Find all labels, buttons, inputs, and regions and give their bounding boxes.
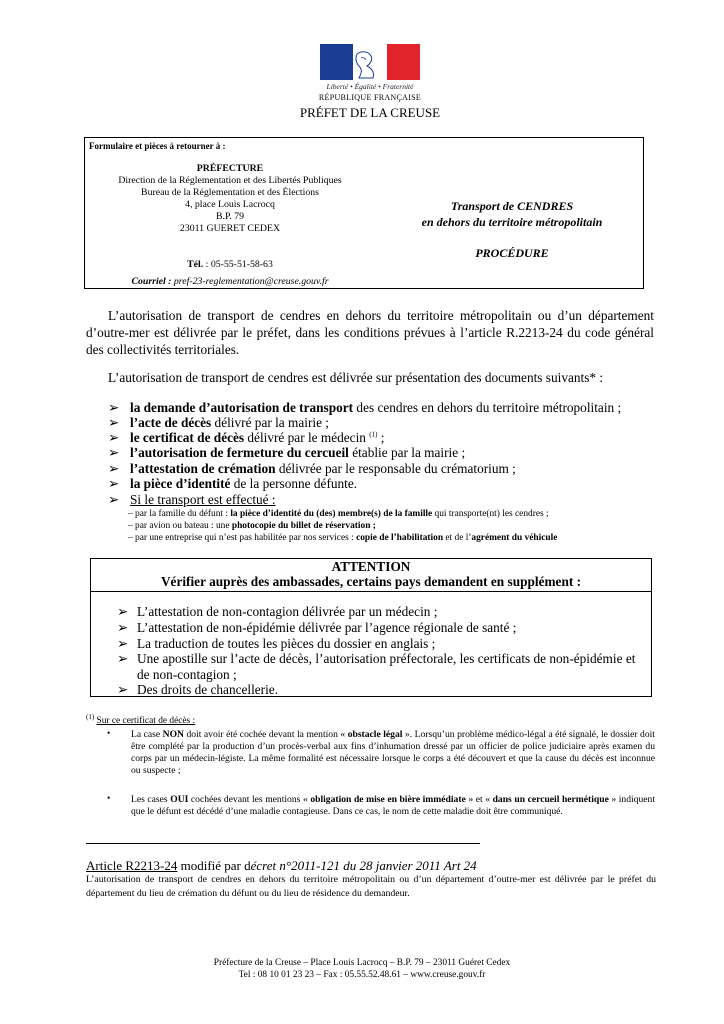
case-bold: agrément du véhicule: [471, 533, 558, 543]
mail-value[interactable]: pref-23-reglementation@creuse.gouv.fr: [171, 276, 329, 287]
item-text: établie par la mairie ;: [348, 445, 466, 460]
footer-contact: Tel : 08 10 01 23 23 – Fax : 05.55.52.48.61 – www.creuse.gouv.fr: [238, 970, 486, 980]
attention-item-text: de non-contagion ;: [137, 667, 237, 682]
list-item: [108, 461, 516, 477]
arrow-bullet-icon: ➢: [108, 476, 120, 491]
email-line: [95, 276, 365, 287]
item-text: ;: [377, 430, 385, 445]
arrow-bullet-icon: ➢: [108, 492, 120, 507]
fn-text: La case: [131, 729, 163, 740]
procedure-heading: PROCÉDURE: [475, 246, 549, 260]
arrow-bullet-icon: ➢: [108, 445, 120, 460]
prefet-title: PRÉFET DE LA CREUSE: [299, 105, 441, 120]
footnote-marker: (1): [86, 713, 95, 721]
address-line: 4, place Louis Lacrocq: [185, 199, 275, 210]
item-bold: l’attestation de crémation: [130, 461, 276, 476]
marianne-logo: [320, 44, 420, 80]
arrow-bullet-icon: ➢: [108, 400, 120, 415]
republique-francaise: RÉPUBLIQUE FRANÇAISE: [318, 93, 422, 102]
documents-intro: L’autorisation de transport de cendres est délivrée sur présentation des documents suivants* :: [108, 370, 604, 385]
document-subtitle: en dehors du territoire métropolitain: [421, 215, 603, 229]
attention-subtitle: Vérifier auprès des ambassades, certains pays demandent en supplément :: [160, 574, 582, 589]
arrow-bullet-icon: ➢: [117, 636, 129, 651]
footnote-heading: [86, 713, 195, 726]
article-heading: [86, 858, 477, 874]
case-bold: photocopie du billet de réservation ;: [231, 521, 376, 531]
attention-item: [117, 682, 278, 698]
address-line: Direction de la Réglementation et des Libertés Publiques: [118, 175, 342, 186]
arrow-bullet-icon: ➢: [117, 651, 129, 666]
fn-text: doit avoir été cochée devant la mention «: [183, 729, 348, 740]
item-text: de la personne défunte.: [230, 476, 358, 491]
case-text: – par la famille du défunt :: [128, 509, 231, 519]
item-bold: l’autorisation de fermeture du cercueil: [130, 445, 349, 460]
fn-text: cochées devant les mentions «: [188, 794, 311, 805]
arrow-bullet-icon: ➢: [108, 430, 120, 445]
mail-label: Courriel :: [131, 276, 172, 287]
article-body: L’autorisation de transport de cendres en dehors du territoire métropolitain ou d’un département d’outre-mer est délivrée par le préfet du département du lieu de crémation du défunt ou du lieu de résidence du demandeur.: [86, 874, 656, 899]
fn-bold: obligation de mise en bière immédiate: [310, 794, 466, 805]
flag-blue-band: [320, 44, 353, 80]
return-heading: Formulaire et pièces à retourner à :: [89, 141, 226, 151]
footnote-title: Sur ce certificat de décès :: [96, 716, 196, 727]
fn-text: » indiquent que le défunt est décédé d’une maladie contagieuse. Dans ce cas, le nom de cette maladie doit être communiqué.: [131, 794, 656, 817]
flag-white-band: [353, 44, 387, 80]
fn-text: Les cases: [131, 794, 171, 805]
fn-bold: dans un cercueil hermétique: [492, 794, 609, 805]
list-item: [108, 430, 384, 446]
article-decree: écret n°2011-121 du 28 janvier 2011 Art 24: [250, 858, 477, 873]
footnote-ref[interactable]: (1): [369, 430, 378, 439]
transport-case: [128, 521, 376, 531]
arrow-bullet-icon: ➢: [117, 620, 129, 635]
article-link[interactable]: Article R2213-24: [86, 858, 178, 873]
flag-red-band: [387, 44, 420, 80]
fn-text: ». Lorsqu’un problème médico-légal a été signalé, le dossier doit être complété par la production d’un procès-verbal aux fins d’inhumation dressé par un officier de police judiciaire après examen du corps par un médecin-légiste. La même formalité est nécessaire lorsque le corps a été découvert et que la cause du décès est inconnue ou suspecte ;: [131, 729, 655, 776]
telephone-line: [95, 259, 365, 270]
arrow-bullet-icon: ➢: [117, 604, 129, 619]
tel-value: : 05-55-51-58-63: [203, 259, 273, 270]
list-item: [108, 492, 276, 508]
list-item: [108, 415, 329, 431]
attention-item: [117, 620, 516, 636]
list-item: [108, 400, 621, 416]
address-line: 23011 GUERET CEDEX: [179, 223, 281, 234]
attention-item-text: La traduction de toutes les pièces du dossier en anglais ;: [137, 636, 436, 651]
fn-bold: NON: [162, 729, 184, 740]
transport-case: [128, 533, 557, 543]
footnote-case-oui: [131, 794, 655, 818]
case-text: et de l’: [443, 533, 472, 543]
fn-text: » et «: [465, 794, 493, 805]
attention-item-text: Une apostille sur l’acte de décès, l’autorisation préfectorale, les certificats de non-épidémie et: [137, 651, 636, 666]
motto: Liberté • Égalité • Fraternité: [326, 82, 414, 91]
case-text: qui transporte(nt) les cendres ;: [432, 509, 549, 519]
marianne-profile-icon: [353, 44, 387, 80]
attention-item: [117, 636, 435, 652]
attention-item-text: L’attestation de non-épidémie délivrée par l’agence régionale de santé ;: [137, 620, 517, 635]
dot-bullet-icon: •: [107, 729, 111, 739]
item-bold: la pièce d’identité: [130, 476, 231, 491]
transport-case: [128, 509, 549, 519]
attention-item: [117, 604, 437, 620]
item-bold: le certificat de décès: [130, 430, 245, 445]
attention-item: [117, 651, 635, 667]
item-text: délivré par le médecin: [244, 430, 370, 445]
item-text: des cendres en dehors du territoire métropolitain ;: [353, 400, 622, 415]
arrow-bullet-icon: ➢: [108, 461, 120, 476]
attention-title: ATTENTION: [331, 559, 411, 574]
list-item: [108, 445, 465, 461]
tel-label: Tél.: [187, 259, 204, 270]
fn-bold: obstacle légal: [347, 729, 403, 740]
case-text: – par avion ou bateau : une: [128, 521, 232, 531]
item-text: délivrée par le responsable du crématorium ;: [275, 461, 516, 476]
attention-divider: [90, 591, 652, 592]
article-text: modifié par d: [177, 858, 251, 873]
dot-bullet-icon: •: [107, 794, 111, 804]
address-line: Bureau de la Réglementation et des Élections: [141, 187, 319, 198]
address-line: PRÉFECTURE: [196, 163, 264, 174]
attention-item-continued: [137, 667, 237, 683]
item-text: délivré par la mairie ;: [211, 415, 330, 430]
address-line: B.P. 79: [215, 211, 245, 222]
case-bold: copie de l’habilitation: [356, 533, 444, 543]
address-block: [95, 163, 365, 235]
item-bold: l’acte de décès: [130, 415, 212, 430]
attention-item-text: L’attestation de non-contagion délivrée par un médecin ;: [137, 604, 438, 619]
footnote-case-non: [131, 729, 655, 777]
attention-item-text: Des droits de chancellerie.: [137, 682, 279, 697]
fn-bold: OUI: [170, 794, 189, 805]
list-item: [108, 476, 357, 492]
document-title: Transport de CENDRES: [450, 199, 574, 213]
case-bold: la pièce d’identité du (des) membre(s) de la famille: [230, 509, 433, 519]
arrow-bullet-icon: ➢: [108, 415, 120, 430]
item-bold: la demande d’autorisation de transport: [130, 400, 354, 415]
intro-paragraph: L’autorisation de transport de cendres en dehors du territoire métropolitain ou d’un département d’outre-mer est délivrée par le préfet, dans les conditions prévues à l’article R.2213-24 du code général des collectivités territoriales.: [86, 308, 654, 357]
case-text: – par une entreprise qui n’est pas habilitée par nos services :: [128, 533, 357, 543]
separator-line: [86, 843, 480, 844]
footer-address: Préfecture de la Creuse – Place Louis Lacrocq – B.P. 79 – 23011 Guéret Cedex: [213, 958, 511, 968]
arrow-bullet-icon: ➢: [117, 682, 129, 697]
transport-heading: Si le transport est effectué :: [130, 492, 276, 507]
